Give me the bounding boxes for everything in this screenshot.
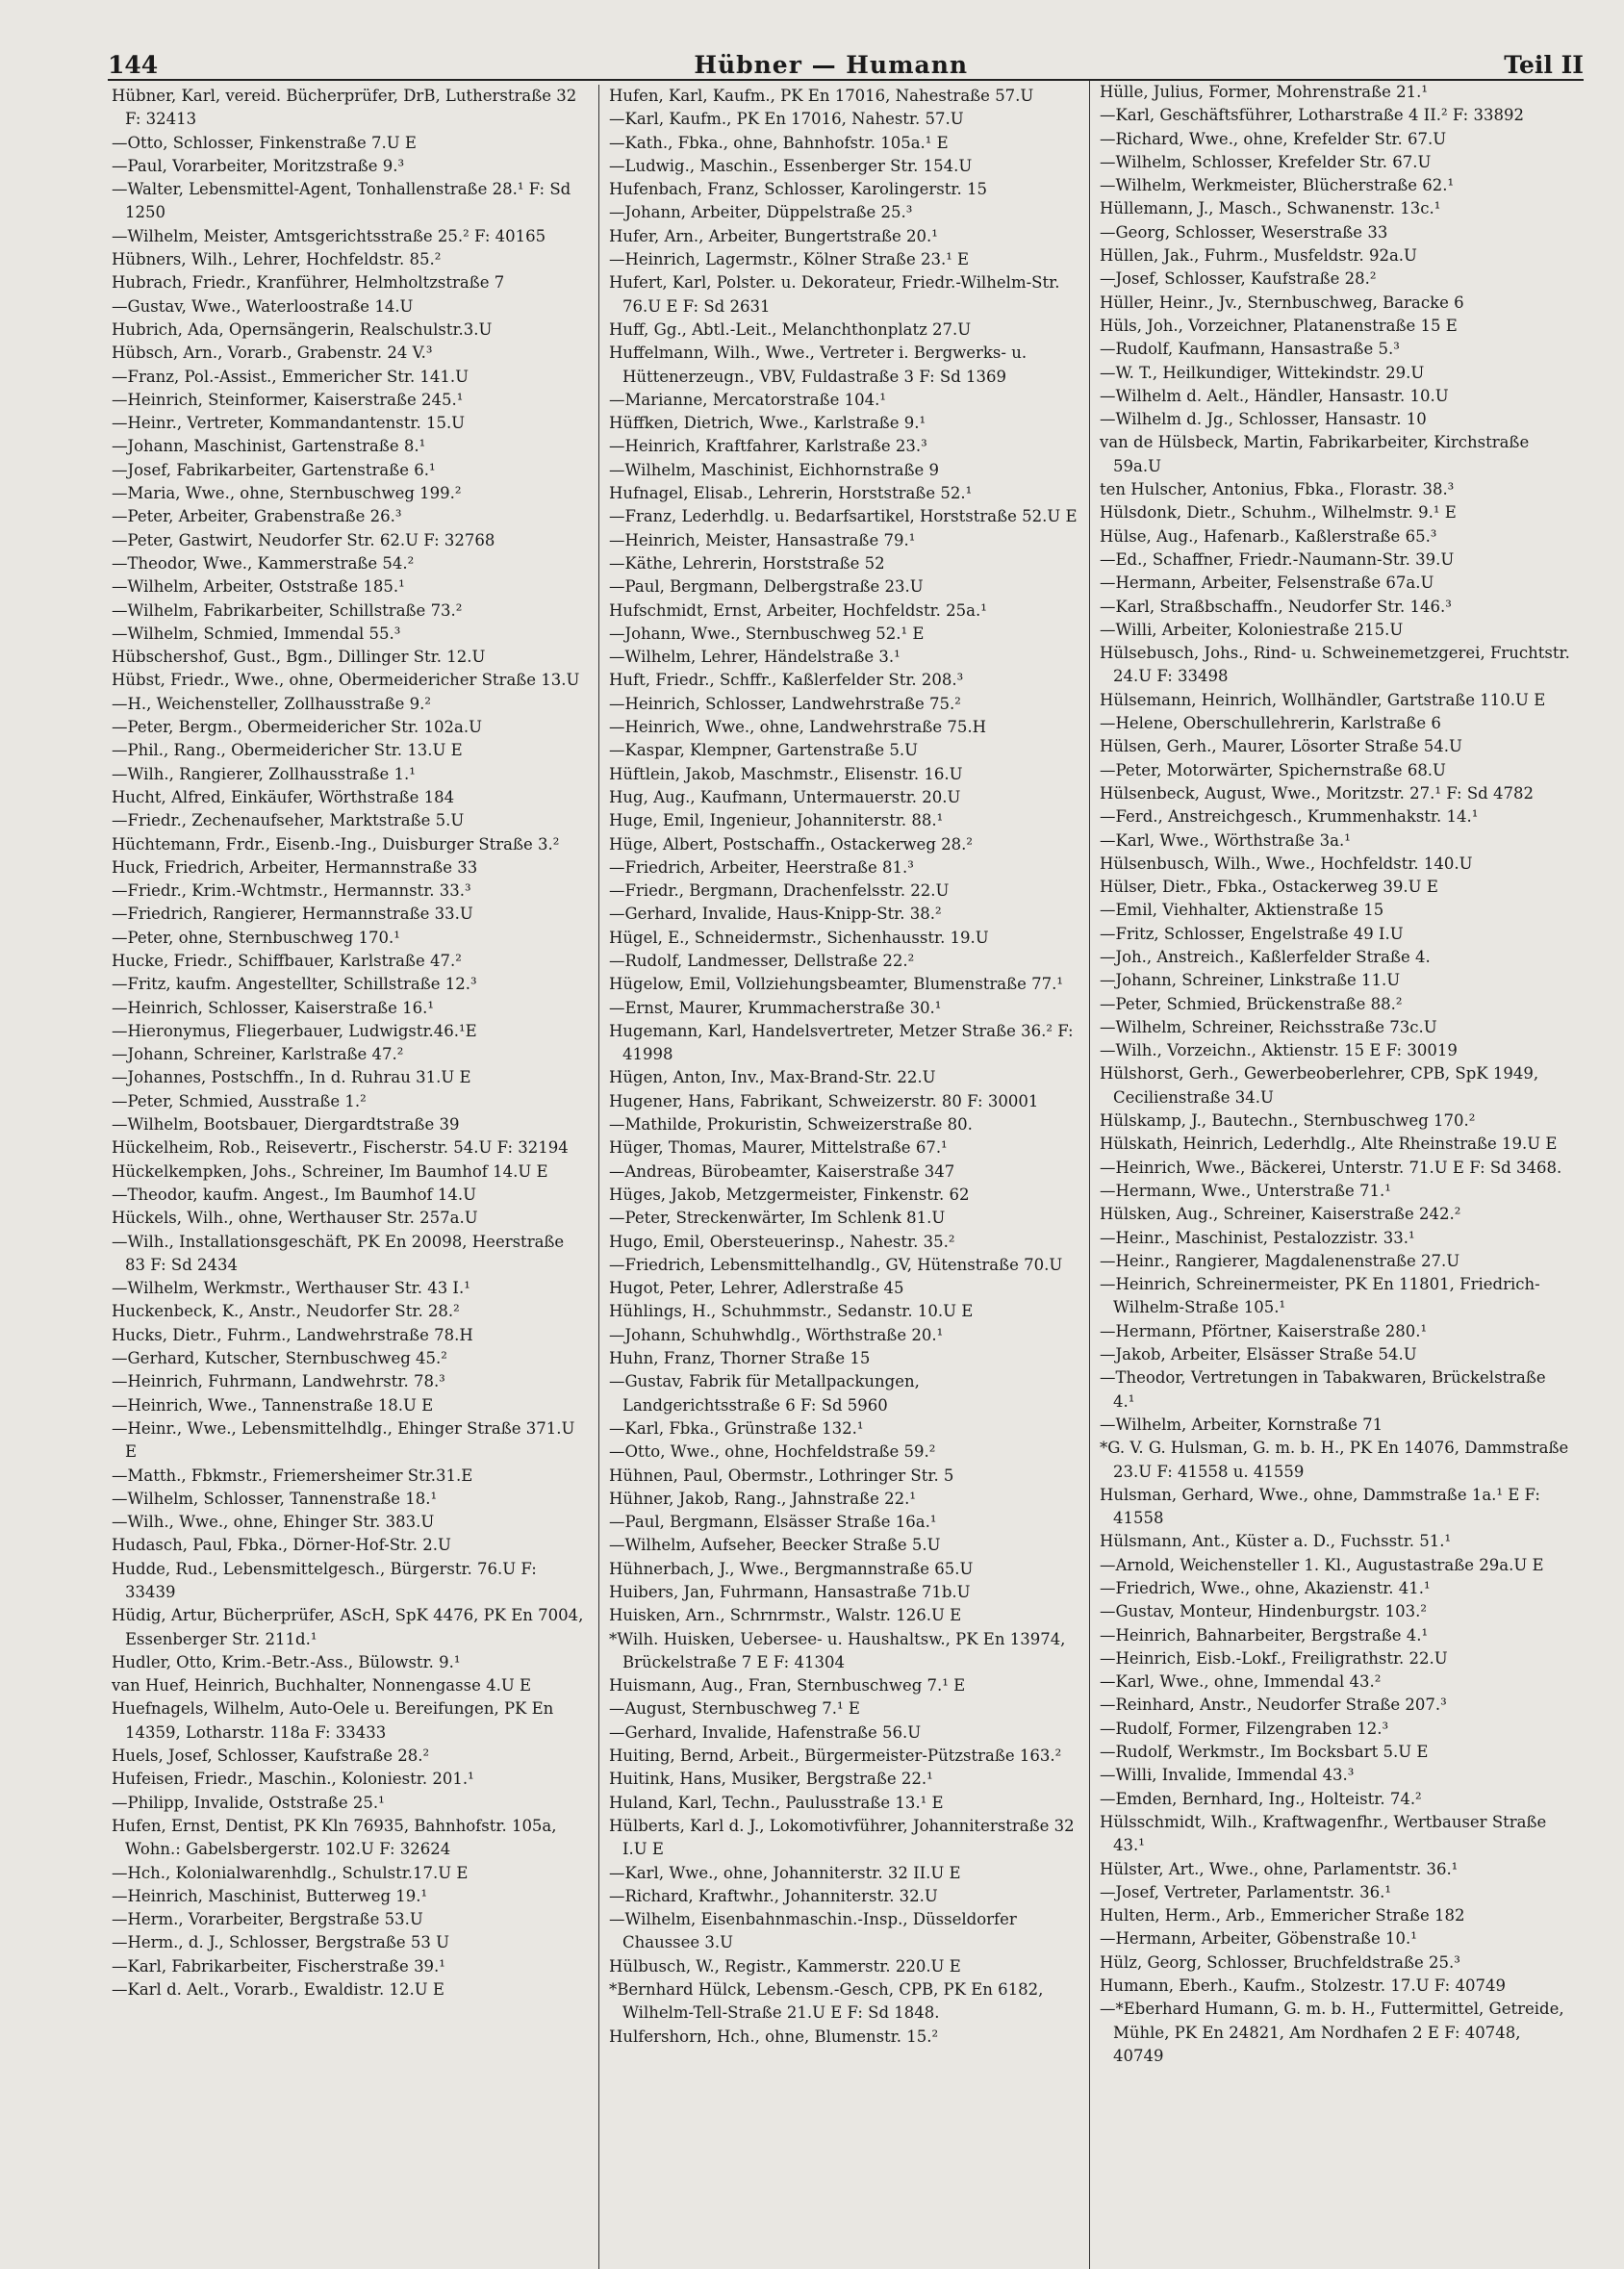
directory-entry: Huibers, Jan, Fuhrmann, Hansastraße 71b.U <box>609 1583 971 1601</box>
directory-entry: —Friedr., Bergmann, Drachenfelsstr. 22.U <box>609 881 950 901</box>
directory-entry: —Peter, Bergm., Obermeidericher Str. 102a.U <box>112 718 482 737</box>
directory-entry: —Ernst, Maurer, Krummacherstraße 30.¹ <box>609 998 942 1017</box>
directory-entry: Hülberts, Karl d. J., Lokomotivführer, Johanniterstraße 32 I.U E <box>609 1816 1075 1859</box>
directory-entry: Hüge, Albert, Postschaffn., Ostackerweg 28.² <box>609 834 973 854</box>
directory-entry: Hüchtemann, Frdr., Eisenb.-Ing., Duisburger Straße 3.² <box>112 834 560 854</box>
directory-entry: *G. V. G. Hulsman, G. m. b. H., PK En 14076, Dammstraße 23.U F: 41558 u. 41559 <box>1100 1439 1569 1481</box>
directory-entry: —Georg, Schlosser, Weserstraße 33 <box>1100 222 1388 242</box>
part-label: Teil II <box>1504 51 1584 79</box>
directory-entry: —Wilh., Installationsgeschäft, PK En 20098, Heerstraße 83 F: Sd 2434 <box>112 1232 565 1274</box>
directory-entry: *Wilh. Huisken, Ueberseе- u. Haushaltsw., PK En 13974, Brückelstraße 7 E F: 41304 <box>609 1629 1066 1671</box>
directory-entry: Huland, Karl, Techn., Paulusstraße 13.¹ E <box>609 1793 944 1812</box>
directory-entry: —Heinrich, Schlosser, Kaiserstraße 16.¹ <box>112 998 434 1017</box>
directory-entry: —Gustav, Wwe., Waterloostraße 14.U <box>112 296 414 316</box>
directory-entry: —Gustav, Fabrik für Metallpackungen, Landgerichtsstraße 6 F: Sd 5960 <box>609 1372 920 1415</box>
directory-entry: —Theodor, Wwe., Kammerstraße 54.² <box>112 553 415 573</box>
directory-entry: Hucks, Dietr., Fuhrm., Landwehrstraße 78.H <box>112 1325 473 1344</box>
directory-entry: —Arnold, Weichensteller 1. Kl., Augustastraße 29a.U E <box>1100 1555 1544 1574</box>
directory-entry: Hulfershorn, Hch., ohne, Blumenstr. 15.² <box>609 2027 939 2046</box>
directory-entry: Hüger, Thomas, Maurer, Mittelstraße 67.¹ <box>609 1138 948 1158</box>
directory-entry: —Heinrich, Wwe., Tannenstraße 18.U E <box>112 1395 434 1415</box>
directory-entry: —Rudolf, Former, Filzengraben 12.³ <box>1100 1719 1389 1738</box>
directory-entry: Huels, Josef, Schlosser, Kaufstraße 28.² <box>112 1746 430 1766</box>
directory-entry: Hülsebusch, Johs., Rind- u. Schweinemetzgerei, Fruchtstr. 24.U F: 33498 <box>1100 644 1570 686</box>
directory-entry: —Theodor, kaufm. Angest., Im Baumhof 14.U <box>112 1185 477 1204</box>
directory-entry: —Karl, Straßbschaffn., Neudorfer Str. 146.³ <box>1100 597 1452 616</box>
directory-entry: —H., Weichensteller, Zollhausstraße 9.² <box>112 694 432 713</box>
directory-entry: —Friedrich, Wwe., ohne, Akazienstr. 41.¹ <box>1100 1579 1431 1597</box>
directory-entry: Hüls, Joh., Vorzeichner, Platanenstraße 15 E <box>1100 316 1458 335</box>
directory-entry: —Heinr., Wwe., Lebensmittelhdlg., Ehinger Straße 371.U E <box>112 1418 575 1462</box>
directory-entry: —Emden, Bernhard, Ing., Holteistr. 74.² <box>1100 1789 1422 1808</box>
directory-entry: —Heinrich, Kraftfahrer, Karlstraße 23.³ <box>609 437 927 456</box>
directory-entry: —Herm., d. J., Schlosser, Bergstraße 53 U <box>112 1933 450 1952</box>
directory-entry: —Helene, Oberschullehrerin, Karlstraße 6 <box>1100 714 1441 733</box>
directory-entry: —Josef, Fabrikarbeiter, Gartenstraße 6.¹ <box>112 460 436 479</box>
directory-entry: Hugot, Peter, Lehrer, Adlerstraße 45 <box>609 1279 904 1298</box>
directory-entry: van Huef, Heinrich, Buchhalter, Nonnengasse 4.U E <box>112 1676 532 1695</box>
directory-entry: —Maria, Wwe., ohne, Sternbuschweg 199.² <box>112 484 462 503</box>
directory-entry: Hülsenbusch, Wilh., Wwe., Hochfeldstr. 140.U <box>1100 854 1473 873</box>
directory-entry: Hückelheim, Rob., Reisevertr., Fischerstr. 54.U F: 32194 <box>112 1138 569 1158</box>
directory-entry: —Jakob, Arbeiter, Elsässer Straße 54.U <box>1100 1345 1417 1364</box>
directory-entry: Huismann, Aug., Fran, Sternbuschweg 7.¹ E <box>609 1676 966 1695</box>
directory-entry: —Philipp, Invalide, Oststraße 25.¹ <box>112 1793 385 1812</box>
directory-entry: —Friedr., Krim.-Wchtmstr., Hermannstr. 33.³ <box>112 881 471 901</box>
directory-entry: Hufen, Karl, Kaufm., PK En 17016, Nahestraße 57.U <box>609 87 1034 105</box>
directory-entry: —Friedr., Zechenaufseher, Marktstraße 5.U <box>112 811 465 830</box>
directory-entry: Hufschmidt, Ernst, Arbeiter, Hochfeldstr. 25a.¹ <box>609 600 987 620</box>
directory-entry: —Rudolf, Werkmstr., Im Bocksbart 5.U E <box>1100 1743 1429 1762</box>
directory-entry: van de Hülsbeck, Martin, Fabrikarbeiter, Kirchstraße 59a.U <box>1100 433 1530 475</box>
directory-entry: —Rudolf, Kaufmann, Hansastraße 5.³ <box>1100 340 1400 359</box>
directory-entry: Humann, Eberh., Kaufm., Stolzestr. 17.U F: 40749 <box>1100 1976 1506 1996</box>
directory-entry: —Karl, Geschäftsführer, Lotharstraße 4 II.² F: 33892 <box>1100 106 1524 125</box>
directory-entry: Huge, Emil, Ingenieur, Johanniterstr. 88.¹ <box>609 811 944 830</box>
directory-entry: Hüffken, Dietrich, Wwe., Karlstraße 9.¹ <box>609 414 926 433</box>
directory-entry: Hug, Aug., Kaufmann, Untermauerstr. 20.U <box>609 787 961 806</box>
directory-entry: —Heinrich, Bahnarbeiter, Bergstraße 4.¹ <box>1100 1625 1429 1644</box>
directory-entry: Hüdig, Artur, Bücherprüfer, AScH, SpK 4476, PK En 7004, Essenberger Str. 211d.¹ <box>112 1606 584 1648</box>
directory-entry: Hugo, Emil, Obersteuerinsp., Nahestr. 35.² <box>609 1232 955 1251</box>
directory-entry: Hügen, Anton, Inv., Max-Brand-Str. 22.U <box>609 1068 936 1087</box>
directory-entry: Huiting, Bernd, Arbeit., Bürgermeister-Pützstraße 163.² <box>609 1746 1062 1766</box>
directory-entry: —Wilhelm, Werkmeister, Blücherstraße 62.¹ <box>1100 176 1455 195</box>
directory-entry: —Wilhelm, Schlosser, Krefelder Str. 67.U <box>1100 152 1432 171</box>
directory-entry: —Peter, Motorwärter, Spichernstraße 68.U <box>1100 760 1446 779</box>
page-title: Hübner — Humann <box>694 51 969 79</box>
directory-entry: Hüllen, Jak., Fuhrm., Musfeldstr. 92a.U <box>1100 246 1417 266</box>
directory-entry: —Rudolf, Landmesser, Dellstraße 22.² <box>609 951 915 970</box>
directory-entry: *Bernhard Hülck, Lebensm.-Gesch, CPB, PK En 6182, Wilhelm-Tell-Straße 21.U E F: Sd 1848. <box>609 1980 1044 2023</box>
directory-entry: —Willi, Invalide, Immendal 43.³ <box>1100 1766 1355 1785</box>
directory-entry: —Hermann, Pförtner, Kaiserstraße 280.¹ <box>1100 1321 1428 1340</box>
directory-entry: Hufeisen, Friedr., Maschin., Koloniestr. 201.¹ <box>112 1770 474 1789</box>
directory-entry: —Heinrich, Lagermstr., Kölner Straße 23.¹ E <box>609 250 970 269</box>
directory-entry: —Wilh., Vorzeichn., Aktienstr. 15 E F: 30019 <box>1100 1041 1458 1060</box>
directory-entry: —Hch., Kolonialwarenhdlg., Schulstr.17.U E <box>112 1863 469 1882</box>
directory-entry: —Käthe, Lehrerin, Horststraße 52 <box>609 553 885 573</box>
directory-entry: —Ed., Schaffner, Friedr.-Naumann-Str. 39.U <box>1100 549 1455 569</box>
directory-entry: Hufert, Karl, Polster. u. Dekorateur, Friedr.-Wilhelm-Str. 76.U E F: Sd 2631 <box>609 273 1060 316</box>
directory-entry: —Gerhard, Invalide, Hafenstraße 56.U <box>609 1722 922 1742</box>
directory-entry: —Friedrich, Rangierer, Hermannstraße 33.U <box>112 905 473 924</box>
directory-entry: —Karl d. Aelt., Vorarb., Ewaldistr. 12.U E <box>112 1980 444 2000</box>
directory-entry: Hülsemann, Heinrich, Wollhändler, Gartstraße 110.U E <box>1100 690 1546 709</box>
directory-entry: —Johann, Maschinist, Gartenstraße 8.¹ <box>112 437 426 456</box>
directory-entry: —Hermann, Wwe., Unterstraße 71.¹ <box>1100 1181 1391 1200</box>
columns <box>108 85 1584 2269</box>
directory-entry: —Theodor, Vertretungen in Tabakwaren, Brückelstraße 4.¹ <box>1100 1368 1546 1411</box>
directory-entry: —Johannes, Postschffn., In d. Ruhrau 31.U E <box>112 1068 471 1087</box>
directory-entry: —Wilhelm, Meister, Amtsgerichtsstraße 25.² F: 40165 <box>112 226 546 245</box>
directory-entry: —Friedrich, Arbeiter, Heerstraße 81.³ <box>609 857 914 877</box>
directory-entry: —Heinr., Rangierer, Magdalenenstraße 27.U <box>1100 1251 1460 1270</box>
directory-entry: Huckenbeck, K., Anstr., Neudorfer Str. 28.² <box>112 1302 460 1321</box>
directory-entry: —Heinrich, Eisb.-Lokf., Freiligrathstr. 22.U <box>1100 1648 1448 1668</box>
directory-entry: —Wilhelm, Eisenbahnmaschin.-Insp., Düsseldorfer Chaussee 3.U <box>609 1910 1017 1952</box>
directory-entry: —Hermann, Arbeiter, Göbenstraße 10.¹ <box>1100 1929 1417 1949</box>
directory-entry: —Heinrich, Wwe., Bäckerei, Unterstr. 71.U E F: Sd 3468. <box>1100 1158 1562 1177</box>
directory-entry: —Karl, Fbka., Grünstraße 132.¹ <box>609 1418 864 1438</box>
directory-entry: —Paul, Vorarbeiter, Moritzstraße 9.³ <box>112 156 405 175</box>
directory-entry: —Emil, Viehhalter, Aktienstraße 15 <box>1100 901 1384 920</box>
directory-entry: Hülz, Georg, Schlosser, Bruchfeldstraße 25.³ <box>1100 1952 1460 1972</box>
directory-entry: Hufenbach, Franz, Schlosser, Karolingerstr. 15 <box>609 180 987 199</box>
directory-entry: —Mathilde, Prokuristin, Schweizerstraße 80. <box>609 1115 973 1134</box>
directory-entry: Huck, Friedrich, Arbeiter, Hermannstraße 33 <box>112 857 478 877</box>
directory-entry: Huffelmann, Wilh., Wwe., Vertreter i. Bergwerks- u. Hüttenerzeugn., VBV, Fuldastraße 3 F: Sd 1369 <box>609 344 1028 386</box>
directory-entry: —Heinrich, Wwe., ohne, Landwehrstraße 75.H <box>609 718 986 737</box>
directory-entry: —W. T., Heilkundiger, Wittekindstr. 29.U <box>1100 363 1425 382</box>
directory-entry: Hückelkempken, Johs., Schreiner, Im Baumhof 14.U E <box>112 1161 548 1181</box>
directory-entry: Hülskamp, J., Bautechn., Sternbuschweg 170.² <box>1100 1111 1476 1131</box>
directory-entry: Huefnagels, Wilhelm, Auto-Oele u. Bereifungen, PK En 14359, Lotharstr. 118a F: 33433 <box>112 1699 554 1742</box>
directory-entry: Hügelow, Emil, Vollziehungsbeamter, Blumenstraße 77.¹ <box>609 975 1064 994</box>
column-1 <box>108 85 598 2269</box>
directory-entry: —Paul, Bergmann, Elsässer Straße 16a.¹ <box>609 1513 937 1532</box>
directory-entry: —Hermann, Arbeiter, Felsenstraße 67a.U <box>1100 574 1434 593</box>
directory-entry: —Johann, Schreiner, Linkstraße 11.U <box>1100 971 1401 990</box>
directory-entry: Hucke, Friedr., Schiffbauer, Karlstraße 47.² <box>112 951 462 970</box>
directory-entry: Huitink, Hans, Musiker, Bergstraße 22.¹ <box>609 1770 933 1789</box>
directory-entry: —Karl, Kaufm., PK En 17016, Nahestr. 57.U <box>609 110 964 129</box>
directory-entry: Hülbusch, W., Registr., Kammerstr. 220.U E <box>609 1956 961 1976</box>
directory-entry: —Friedrich, Lebensmittelhandlg., GV, Hütenstraße 70.U <box>609 1255 1063 1274</box>
directory-entry: —Heinr., Maschinist, Pestalozzistr. 33.¹ <box>1100 1228 1415 1247</box>
directory-entry: Hülse, Aug., Hafenarb., Kaßlerstraße 65.³ <box>1100 526 1437 546</box>
directory-entry: —Peter, ohne, Sternbuschweg 170.¹ <box>112 928 400 947</box>
directory-entry: —Wilhelm, Werkmstr., Werthauser Str. 43 I.¹ <box>112 1279 470 1298</box>
directory-entry: —Richard, Kraftwhr., Johanniterstr. 32.U <box>609 1886 938 1905</box>
directory-entry: —Franz, Pol.-Assist., Emmericher Str. 141.U <box>112 367 469 386</box>
directory-entry: —Wilhelm d. Jg., Schlosser, Hansastr. 10 <box>1100 410 1427 429</box>
directory-entry: —Heinrich, Schlosser, Landwehrstraße 75.² <box>609 694 961 713</box>
directory-entry: —Richard, Wwe., ohne, Krefelder Str. 67.U <box>1100 129 1447 148</box>
directory-entry: —Reinhard, Anstr., Neudorfer Straße 207.³ <box>1100 1695 1447 1715</box>
directory-entry: Hübsch, Arn., Vorarb., Grabenstr. 24 V.³ <box>112 344 433 363</box>
column-3 <box>1089 81 1580 2269</box>
directory-entry: —*Eberhard Humann, G. m. b. H., Futtermittel, Getreide, Mühle, PK En 24821, Am Nordhafen 2 E F: 40748, 40749 <box>1100 2000 1564 2065</box>
directory-entry: —Wilhelm, Arbeiter, Kornstraße 71 <box>1100 1415 1383 1434</box>
directory-entry: —Herm., Vorarbeiter, Bergstraße 53.U <box>112 1910 423 1929</box>
directory-entry: Hühnen, Paul, Obermstr., Lothringer Str. 5 <box>609 1466 954 1485</box>
directory-entry: Hübst, Friedr., Wwe., ohne, Obermeidericher Straße 13.U <box>112 671 580 690</box>
directory-entry: —Marianne, Mercatorstraße 104.¹ <box>609 390 887 409</box>
directory-entry: Hulten, Herm., Arb., Emmericher Straße 182 <box>1100 1906 1465 1925</box>
directory-entry: Huff, Gg., Abtl.-Leit., Melanchthonplatz 27.U <box>609 319 972 339</box>
directory-entry: —Willi, Arbeiter, Koloniestraße 215.U <box>1100 620 1404 639</box>
directory-entry: Hüftlein, Jakob, Maschmstr., Elisenstr. 16.U <box>609 764 963 783</box>
directory-entry: Hudde, Rud., Lebensmittelgesch., Bürgerstr. 76.U F: 33439 <box>112 1559 537 1601</box>
directory-entry: —Wilhelm, Bootsbauer, Diergardtstraße 39 <box>112 1115 460 1134</box>
directory-entry: Hühnerbach, J., Wwe., Bergmannstraße 65.U <box>609 1559 974 1578</box>
directory-entry: —Peter, Schmied, Ausstraße 1.² <box>112 1091 367 1110</box>
directory-entry: Hülshorst, Gerh., Gewerbeoberlehrer, CPB, SpK 1949, Cecilienstraße 34.U <box>1100 1064 1539 1107</box>
directory-entry: —Joh., Anstreich., Kaßlerfelder Straße 4. <box>1100 947 1431 966</box>
directory-entry: —Heinrich, Maschinist, Butterweg 19.¹ <box>112 1886 428 1905</box>
directory-entry: Hubrich, Ada, Opernsängerin, Realschulstr.3.U <box>112 319 493 339</box>
directory-entry: —Peter, Schmied, Brückenstraße 88.² <box>1100 994 1403 1013</box>
directory-entry: —Walter, Lebensmittel-Agent, Tonhallenstraße 28.¹ F: Sd 1250 <box>112 180 571 222</box>
directory-entry: —August, Sternbuschweg 7.¹ E <box>609 1699 860 1719</box>
directory-entry: Hudler, Otto, Krim.-Betr.-Ass., Bülowstr. 9.¹ <box>112 1652 461 1671</box>
directory-entry: Hüges, Jakob, Metzgermeister, Finkenstr. 62 <box>609 1185 970 1204</box>
directory-entry: —Wilhelm, Fabrikarbeiter, Schillstraße 73.² <box>112 600 463 620</box>
directory-entry: Huhn, Franz, Thorner Straße 15 <box>609 1349 871 1368</box>
directory-entry: —Peter, Streckenwärter, Im Schlenk 81.U <box>609 1209 946 1228</box>
directory-entry: —Karl, Wwe., ohne, Immendal 43.² <box>1100 1672 1382 1692</box>
directory-entry: —Wilhelm, Schreiner, Reichsstraße 73c.U <box>1100 1017 1437 1036</box>
directory-entry: —Wilh., Rangierer, Zollhausstraße 1.¹ <box>112 764 416 783</box>
directory-entry: Hufen, Ernst, Dentist, PK Kln 76935, Bahnhofstr. 105a, Wohn.: Gabelsbergerstr. 102.U F: 32624 <box>112 1816 557 1859</box>
directory-entry: Hüllemann, J., Masch., Schwanenstr. 13c.¹ <box>1100 199 1441 218</box>
directory-entry: Hülsschmidt, Wilh., Kraftwagenfhr., Wertbauser Straße 43.¹ <box>1100 1812 1547 1855</box>
directory-entry: Hüller, Heinr., Jv., Sternbuschweg, Baracke 6 <box>1100 293 1464 312</box>
directory-entry: —Paul, Bergmann, Delbergstraße 23.U <box>609 577 924 597</box>
directory-entry: —Karl, Wwe., Wörthstraße 3a.¹ <box>1100 830 1351 850</box>
directory-entry: Hugener, Hans, Fabrikant, Schweizerstr. 80 F: 30001 <box>609 1091 1039 1110</box>
directory-entry: —Johann, Schreiner, Karlstraße 47.² <box>112 1045 404 1064</box>
directory-entry: Hülle, Julius, Former, Mohrenstraße 21.¹ <box>1100 83 1428 101</box>
directory-entry: —Wilhelm d. Aelt., Händler, Hansastr. 10.U <box>1100 386 1449 405</box>
directory-entry: Hülskath, Heinrich, Lederhdlg., Alte Rheinstraße 19.U E <box>1100 1134 1558 1154</box>
directory-entry: Hubrach, Friedr., Kranführer, Helmholtzstraße 7 <box>112 273 505 293</box>
directory-entry: Hübners, Wilh., Lehrer, Hochfeldstr. 85.² <box>112 250 442 269</box>
directory-entry: —Johann, Wwe., Sternbuschweg 52.¹ E <box>609 624 925 643</box>
directory-entry: —Heinrich, Schreinermeister, PK En 11801, Friedrich-Wilhelm-Straße 105.¹ <box>1100 1275 1540 1317</box>
directory-entry: —Heinrich, Steinformer, Kaiserstraße 245.¹ <box>112 390 464 409</box>
directory-entry: ten Hulscher, Antonius, Fbka., Florastr. 38.³ <box>1100 480 1455 499</box>
directory-entry: —Karl, Fabrikarbeiter, Fischerstraße 39.¹ <box>112 1956 445 1976</box>
directory-entry: —Otto, Schlosser, Finkenstraße 7.U E <box>112 133 417 152</box>
directory-entry: —Otto, Wwe., ohne, Hochfeldstraße 59.² <box>609 1442 936 1462</box>
directory-entry: Hugemann, Karl, Handelsvertreter, Metzer Straße 36.² F: 41998 <box>609 1021 1074 1064</box>
directory-entry: —Fritz, Schlosser, Engelstraße 49 I.U <box>1100 924 1404 943</box>
directory-entry: Hückels, Wilh., ohne, Werthauser Str. 257a.U <box>112 1209 478 1228</box>
column-2 <box>598 85 1089 2269</box>
directory-entry: Hucht, Alfred, Einkäufer, Wörthstraße 184 <box>112 787 455 806</box>
directory-entry: —Josef, Vertreter, Parlamentstr. 36.¹ <box>1100 1882 1391 1901</box>
directory-entry: —Matth., Fbkmstr., Friemersheimer Str.31.E <box>112 1466 473 1485</box>
directory-entry: —Wilhelm, Arbeiter, Oststraße 185.¹ <box>112 577 405 597</box>
page-number: 144 <box>108 51 159 79</box>
directory-entry: —Kaspar, Klempner, Gartenstraße 5.U <box>609 741 919 760</box>
directory-entry: —Ludwig., Maschin., Essenberger Str. 154.U <box>609 156 973 175</box>
directory-entry: —Karl, Wwe., ohne, Johanniterstr. 32 II.U E <box>609 1863 961 1882</box>
directory-entry: Hufnagel, Elisab., Lehrerin, Horststraße 52.¹ <box>609 484 973 503</box>
directory-entry: —Peter, Gastwirt, Neudorfer Str. 62.U F: 32768 <box>112 530 495 549</box>
page-header <box>108 40 1584 81</box>
directory-entry: Hudasch, Paul, Fbka., Dörner-Hof-Str. 2.U <box>112 1536 451 1555</box>
directory-entry: —Kath., Fbka., ohne, Bahnhofstr. 105a.¹ E <box>609 133 949 152</box>
directory-entry: Huisken, Arn., Schrnrmstr., Walstr. 126.U E <box>609 1606 962 1625</box>
directory-entry: —Gerhard, Kutscher, Sternbuschweg 45.² <box>112 1349 447 1368</box>
directory-entry: —Wilhelm, Schmied, Immendal 55.³ <box>112 624 401 643</box>
directory-entry: Hülsken, Aug., Schreiner, Kaiserstraße 242.² <box>1100 1205 1461 1224</box>
directory-entry: —Gerhard, Invalide, Haus-Knipp-Str. 38.² <box>609 905 942 924</box>
directory-entry: —Heinr., Vertreter, Kommandantenstr. 15.U <box>112 414 466 433</box>
directory-entry: Hühlings, H., Schuhmmstr., Sedanstr. 10.U E <box>609 1302 974 1321</box>
directory-entry: —Peter, Arbeiter, Grabenstraße 26.³ <box>112 507 402 526</box>
directory-entry: —Hieronymus, Fliegerbauer, Ludwigstr.46.¹E <box>112 1021 477 1040</box>
directory-entry: Hübner, Karl, vereid. Bücherprüfer, DrB, Lutherstraße 32 F: 32413 <box>112 87 577 129</box>
directory-entry: —Phil., Rang., Obermeidericher Str. 13.U E <box>112 741 463 760</box>
directory-entry: —Josef, Schlosser, Kaufstraße 28.² <box>1100 269 1377 289</box>
directory-entry: Hülster, Art., Wwe., ohne, Parlamentstr. 36.¹ <box>1100 1859 1459 1878</box>
directory-entry: Hufer, Arn., Arbeiter, Bungertstraße 20.¹ <box>609 226 938 245</box>
directory-entry: —Johann, Schuhwhdlg., Wörthstraße 20.¹ <box>609 1325 944 1344</box>
directory-entry: —Andreas, Bürobeamter, Kaiserstraße 347 <box>609 1161 955 1181</box>
directory-entry: Hühner, Jakob, Rang., Jahnstraße 22.¹ <box>609 1489 917 1508</box>
directory-entry: —Johann, Arbeiter, Düppelstraße 25.³ <box>609 203 913 222</box>
directory-entry: Hülsenbeck, August, Wwe., Moritzstr. 27.¹ F: Sd 4782 <box>1100 783 1534 803</box>
directory-entry: —Wilh., Wwe., ohne, Ehinger Str. 383.U <box>112 1513 435 1532</box>
directory-entry: —Heinrich, Meister, Hansastraße 79.¹ <box>609 530 916 549</box>
directory-entry: Hügel, E., Schneidermstr., Sichenhausstr. 19.U <box>609 928 989 947</box>
directory-entry: —Wilhelm, Aufseher, Beecker Straße 5.U <box>609 1536 941 1555</box>
directory-entry: Hülsen, Gerh., Maurer, Lösorter Straße 54.U <box>1100 737 1462 756</box>
directory-entry: —Wilhelm, Maschinist, Eichhornstraße 9 <box>609 460 939 479</box>
directory-entry: —Fritz, kaufm. Angestellter, Schillstraße 12.³ <box>112 975 477 994</box>
directory-entry: —Heinrich, Fuhrmann, Landwehrstr. 78.³ <box>112 1372 445 1391</box>
directory-entry: —Gustav, Monteur, Hindenburgstr. 103.² <box>1100 1602 1428 1621</box>
directory-entry: —Ferd., Anstreichgesch., Krummenhakstr. 14.¹ <box>1100 807 1479 827</box>
directory-entry: Hulsman, Gerhard, Wwe., ohne, Dammstraße 1a.¹ E F: 41558 <box>1100 1485 1540 1528</box>
directory-entry: Huft, Friedr., Schffr., Kaßlerfelder Str. 208.³ <box>609 671 964 690</box>
directory-entry: Hülsdonk, Dietr., Schuhm., Wilhelmstr. 9.¹ E <box>1100 503 1457 523</box>
directory-entry: —Wilhelm, Schlosser, Tannenstraße 18.¹ <box>112 1489 438 1508</box>
directory-entry: Hübschershof, Gust., Bgm., Dillinger Str. 12.U <box>112 648 486 667</box>
directory-entry: —Franz, Lederhdlg. u. Bedarfsartikel, Horststraße 52.U E <box>609 507 1078 526</box>
directory-entry: Hülsmann, Ant., Küster a. D., Fuchsstr. 51.¹ <box>1100 1532 1452 1551</box>
directory-entry: Hülser, Dietr., Fbka., Ostackerweg 39.U E <box>1100 878 1438 897</box>
directory-entry: —Wilhelm, Lehrer, Händelstraße 3.¹ <box>609 648 901 667</box>
